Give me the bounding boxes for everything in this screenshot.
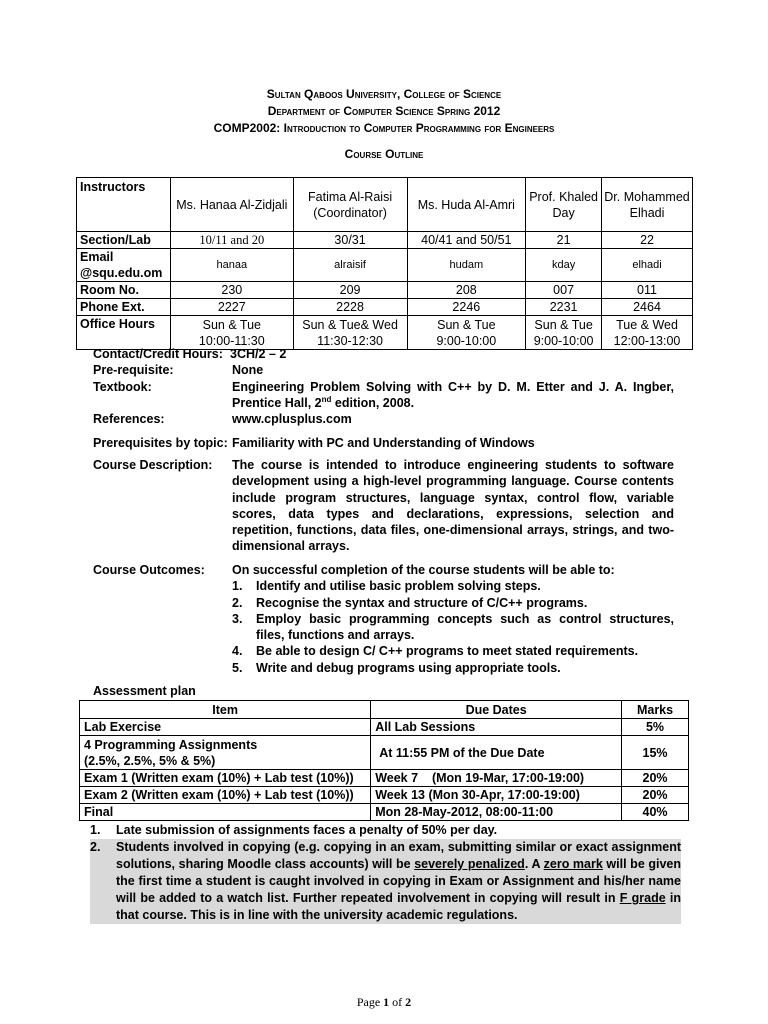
room-cell: 007 [526,282,602,299]
table-row [77,282,693,299]
room-cell: 209 [293,282,407,299]
prerequisite-value: None [232,363,264,377]
due-cell: All Lab Sessions [371,719,622,736]
room-cell: 011 [602,282,693,299]
description-value: The course is intended to introduce engineering students to software development using a high-level programming language. Course contents include program structures, language syntax, control flow, variable scores, data types and declarations, expressions, selection and repetition, functions, data files, one-dimensional arrays, strings, and two-dimensional arrays. [232,458,674,554]
outline-title: Course Outline [344,147,424,161]
header-due: Due Dates [371,701,622,719]
description-label: Course Description: [93,458,213,472]
row-label-room: Room No. [77,282,171,299]
list-item: 2. Recognise the syntax and structure of C/C++ programs. [232,595,588,610]
phone-cell: 2246 [407,299,526,316]
office-hours-cell: Sun & Tue 9:00-10:00 [526,316,602,350]
section-cell: 22 [602,232,693,249]
prereq-topic-label: Prerequisites by topic: [93,436,228,450]
table-row [80,787,689,804]
table-row [77,249,693,282]
instructor-name: Ms. Huda Al-Amri [407,178,526,232]
instructor-name: Prof. Khaled Day [526,178,602,232]
phone-cell: 2227 [170,299,293,316]
phone-cell: 2228 [293,299,407,316]
table-row [80,804,689,821]
office-hours-cell: Sun & Tue 10:00-11:30 [170,316,293,350]
phone-cell: 2464 [602,299,693,316]
email-cell: alraisif [293,249,407,282]
email-cell: hudam [407,249,526,282]
due-cell: Week 13 (Mon 30-Apr, 17:00-19:00) [371,787,622,804]
list-item: 1. Late submission of assignments faces a penalty of 50% per day. [90,823,498,837]
row-label-email [77,249,171,282]
marks-cell: 20% [622,770,689,787]
list-item: 4. Be able to design C/ C++ programs to meet stated requirements. [232,644,639,659]
page-number: Page 1 of 2 [356,995,412,1009]
section-cell: 21 [526,232,602,249]
marks-cell: 20% [622,787,689,804]
outcomes-label: Course Outcomes: [93,563,205,577]
instructors-table [76,177,693,350]
table-header-row [80,701,689,719]
assessment-table [79,700,689,821]
university-title: Sultan Qaboos University, College of Science [266,87,502,101]
table-row [80,770,689,787]
marks-cell: 40% [622,804,689,821]
list-item: 5. Write and debug programs using appropriate tools. [232,660,561,675]
textbook-label: Textbook: [93,380,152,394]
contact-hours-label: Contact/Credit Hours: [93,347,223,361]
references-label: References: [93,412,165,426]
department-title: Department of Computer Science Spring 2012 [267,104,501,118]
office-hours-cell: Sun & Tue& Wed 11:30-12:30 [293,316,407,350]
room-cell: 208 [407,282,526,299]
table-row [77,178,693,232]
item-cell: Lab Exercise [80,719,371,736]
office-hours-cell: Sun & Tue 9:00-10:00 [407,316,526,350]
list-item: 2. Students involved in copying (e.g. copying in an exam, submitting similar or exact assignment solutions, sharing Moodle class accounts) will be severely penalized. A zero mark will be given the first time a student is caught involved in copying in Exam or Assignment and his/her name will be added to a watch list. Further repeated involvement in copying will result in F grade in that course. This is in line with the university academic regulations. [90,840,682,922]
email-domain-label: @squ.edu.om [80,266,163,280]
prerequisite-label: Pre-requisite: [93,363,174,377]
item-cell: Exam 1 (Written exam (10%) + Lab test (10%)) [80,770,371,787]
prereq-topic-value: Familiarity with PC and Understanding of Windows [232,436,535,450]
header-marks: Marks [622,701,689,719]
table-row [77,316,693,350]
due-cell: At 11:55 PM of the Due Date [371,736,622,770]
item-cell: 4 Programming Assignments (2.5%, 2.5%, 5% & 5%) [80,736,371,770]
course-title: COMP2002: Introduction to Computer Programming for Engineers [213,121,555,135]
table-row [80,736,689,770]
room-cell: 230 [170,282,293,299]
row-label-section: Section/Lab [77,232,171,249]
references-value: www.cplusplus.com [232,412,352,426]
section-cell: 40/41 and 50/51 [407,232,526,249]
email-cell: elhadi [602,249,693,282]
outcomes-list [232,562,674,676]
contact-hours-value: 3CH/2 – 2 [230,347,287,361]
textbook-value: Engineering Problem Solving with C++ by D. M. Etter and J. A. Ingber, Prentice Hall, 2nd edition, 2008. [232,380,674,411]
notes-list [90,822,681,924]
marks-cell: 5% [622,719,689,736]
assessment-title: Assessment plan [93,684,196,698]
list-item: 3. Employ basic programming concepts such as control structures, files, functions and arrays. [232,611,674,643]
section-cell: 30/31 [293,232,407,249]
due-cell: Mon 28-May-2012, 08:00-11:00 [371,804,622,821]
office-hours-cell: Tue & Wed 12:00-13:00 [602,316,693,350]
outcomes-intro: On successful completion of the course students will be able to: [232,563,615,577]
row-label-office: Office Hours [77,316,171,350]
document-header [0,86,768,163]
section-cell: 10/11 and 20 [170,232,293,249]
header-item: Item [80,701,371,719]
table-row [77,232,693,249]
table-row [77,299,693,316]
instructor-name: Fatima Al-Raisi (Coordinator) [293,178,407,232]
row-label-instructors: Instructors [77,178,171,232]
instructor-name: Ms. Hanaa Al-Zidjali [170,178,293,232]
row-label-phone: Phone Ext. [77,299,171,316]
instructor-name: Dr. Mohammed Elhadi [602,178,693,232]
email-label: Email [80,250,114,264]
table-row [80,719,689,736]
phone-cell: 2231 [526,299,602,316]
due-cell: Week 7 (Mon 19-Mar, 17:00-19:00) [371,770,622,787]
email-cell: kday [526,249,602,282]
item-cell: Exam 2 (Written exam (10%) + Lab test (10%)) [80,787,371,804]
item-cell: Final [80,804,371,821]
marks-cell: 15% [622,736,689,770]
list-item: 1. Identify and utilise basic problem solving steps. [232,579,541,594]
email-cell: hanaa [170,249,293,282]
